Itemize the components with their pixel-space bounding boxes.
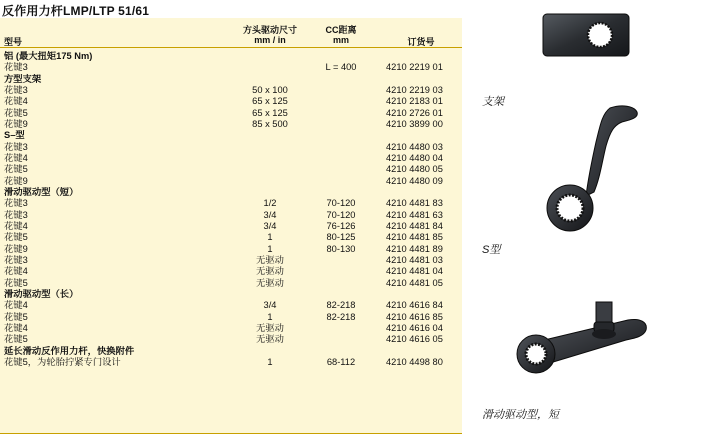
cell-model: 花键5，为轮胎拧紧专门设计 xyxy=(4,356,121,367)
cell-order: 4210 4616 05 xyxy=(386,334,443,345)
caption-s-type: S型 xyxy=(482,244,501,256)
table-row xyxy=(0,334,462,345)
table-row xyxy=(0,278,462,289)
header-drive-unit: mm / in xyxy=(254,35,286,45)
cell-order: 4210 2219 03 xyxy=(386,84,443,95)
cell-order: 4210 4481 63 xyxy=(386,209,443,220)
cell-model: 方型支架 xyxy=(4,73,42,84)
table-row xyxy=(0,142,462,153)
cell-model: 花键3 xyxy=(4,141,28,152)
cell-cc: 82-218 xyxy=(326,311,356,322)
cell-order: 4210 4616 84 xyxy=(386,300,443,311)
cell-order: 4210 4480 09 xyxy=(386,175,443,186)
cell-drive: 1/2 xyxy=(263,198,277,209)
cell-cc: 82-218 xyxy=(326,300,356,311)
cell-cc: 70-120 xyxy=(326,198,356,209)
page-title: 反作用力杆LMP/LTP 51/61 xyxy=(2,4,150,18)
cell-model: 花键3 xyxy=(4,254,28,265)
table-row xyxy=(0,210,462,221)
cell-drive: 无驱动 xyxy=(256,322,284,333)
table-row xyxy=(0,164,462,175)
cell-order: 4210 4481 04 xyxy=(386,266,443,277)
cell-cc: 80-125 xyxy=(326,232,356,243)
cell-model: 花键5 xyxy=(4,277,28,288)
cell-drive: 1 xyxy=(267,232,273,243)
cell-order: 4210 2726 01 xyxy=(386,107,443,118)
caption-slide-short: 滑动驱动型，短 xyxy=(482,409,559,421)
table-row xyxy=(0,62,462,73)
cell-model: 花键5 xyxy=(4,311,28,322)
cell-cc: 76-126 xyxy=(326,220,356,231)
table-row xyxy=(0,323,462,334)
table-row xyxy=(0,312,462,323)
table-row xyxy=(0,255,462,266)
table-row xyxy=(0,244,462,255)
cell-model: S–型 xyxy=(4,130,25,141)
cell-model: 花键9 xyxy=(4,118,28,129)
header-cc-label: CC距离 xyxy=(325,25,357,35)
cell-order: 4210 4480 03 xyxy=(386,141,443,152)
section-row xyxy=(0,130,462,141)
cell-cc: 80-130 xyxy=(326,243,356,254)
table-row xyxy=(0,221,462,232)
cell-order: 4210 4480 04 xyxy=(386,152,443,163)
cell-drive: 85 x 500 xyxy=(252,118,288,129)
cell-drive: 无驱动 xyxy=(256,254,284,265)
section-row xyxy=(0,289,462,300)
cell-model: 花键5 xyxy=(4,232,28,243)
cell-order: 4210 3899 00 xyxy=(386,118,443,129)
cell-order: 4210 4498 80 xyxy=(386,356,443,367)
cell-drive: 无驱动 xyxy=(256,277,284,288)
cell-model: 花键9 xyxy=(4,175,28,186)
slide-short-image xyxy=(508,292,658,374)
table-row xyxy=(0,176,462,187)
cell-drive: 无驱动 xyxy=(256,334,284,345)
cell-cc: 70-120 xyxy=(326,209,356,220)
cell-order: 4210 4616 85 xyxy=(386,311,443,322)
cell-order: 4210 4481 89 xyxy=(386,243,443,254)
cell-model: 花键3 xyxy=(4,209,28,220)
header-cc-unit: mm xyxy=(332,35,349,45)
cell-order: 4210 2219 01 xyxy=(386,62,443,73)
cell-order: 4210 4480 05 xyxy=(386,164,443,175)
cell-drive: 3/4 xyxy=(263,209,277,220)
cell-model: 铝 (最大扭矩175 Nm) xyxy=(4,51,93,61)
s-type-image xyxy=(530,100,640,232)
cell-order: 4210 4481 85 xyxy=(386,232,443,243)
caption-bracket: 支架 xyxy=(482,96,504,108)
header-cc xyxy=(316,25,366,45)
table-row xyxy=(0,198,462,209)
cell-model: 花键5 xyxy=(4,164,28,175)
cell-drive: 65 x 125 xyxy=(252,107,288,118)
section-row xyxy=(0,51,462,62)
header-model: 型号 xyxy=(4,37,23,47)
cell-drive: 无驱动 xyxy=(256,266,284,277)
table-row xyxy=(0,96,462,107)
cell-order: 4210 4616 04 xyxy=(386,322,443,333)
cell-drive: 3/4 xyxy=(263,300,277,311)
spec-table xyxy=(0,18,462,434)
cell-model: 花键9 xyxy=(4,243,28,254)
cell-model: 花键4 xyxy=(4,266,28,277)
cell-drive: 1 xyxy=(267,311,273,322)
cell-model: 花键5 xyxy=(4,107,28,118)
table-row xyxy=(0,232,462,243)
header-rule xyxy=(0,47,462,48)
header-drive xyxy=(232,25,308,45)
cell-model: 花键3 xyxy=(4,84,28,95)
cell-order: 4210 4481 03 xyxy=(386,254,443,265)
table-header xyxy=(0,21,462,49)
section-row xyxy=(0,187,462,198)
table-row xyxy=(0,357,462,368)
table-row xyxy=(0,85,462,96)
table-row xyxy=(0,153,462,164)
cell-order: 4210 2183 01 xyxy=(386,96,443,107)
cell-drive: 1 xyxy=(267,243,273,254)
cell-model: 滑动驱动型（长） xyxy=(4,288,79,299)
table-bottom-rule xyxy=(0,433,462,434)
cell-model: 花键4 xyxy=(4,152,28,163)
cell-cc: 68-112 xyxy=(326,356,356,367)
table-row xyxy=(0,119,462,130)
cell-model: 花键4 xyxy=(4,300,28,311)
table-row xyxy=(0,266,462,277)
cell-drive: 50 x 100 xyxy=(252,84,288,95)
cell-drive: 3/4 xyxy=(263,220,277,231)
header-order: 订货号 xyxy=(407,37,435,47)
table-row xyxy=(0,300,462,311)
cell-model: 花键4 xyxy=(4,96,28,107)
cell-order: 4210 4481 83 xyxy=(386,198,443,209)
cell-model: 延长滑动反作用力杆，快换附件 xyxy=(4,345,135,356)
cell-order: 4210 4481 84 xyxy=(386,220,443,231)
cell-model: 花键4 xyxy=(4,322,28,333)
header-drive-label: 方头驱动尺寸 xyxy=(242,25,297,35)
section-row xyxy=(0,346,462,357)
cell-order: 4210 4481 05 xyxy=(386,277,443,288)
cell-model: 滑动驱动型（短） xyxy=(4,186,79,197)
cell-model: 花键3 xyxy=(4,62,28,73)
bracket-image xyxy=(540,10,632,60)
cell-drive: 65 x 125 xyxy=(252,96,288,107)
cell-model: 花键4 xyxy=(4,220,28,231)
cell-model: 花键5 xyxy=(4,334,28,345)
section-row xyxy=(0,74,462,85)
table-row xyxy=(0,108,462,119)
cell-cc: L = 400 xyxy=(325,62,357,73)
cell-drive: 1 xyxy=(267,356,273,367)
cell-model: 花键3 xyxy=(4,198,28,209)
